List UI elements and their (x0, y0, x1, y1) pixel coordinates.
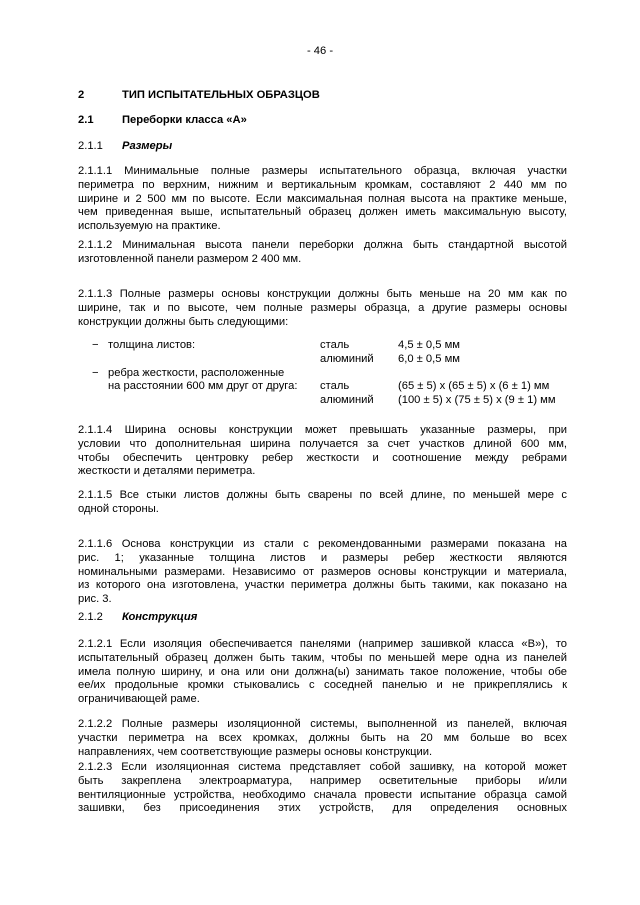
paragraph-line: 2.1.2.1 Если изоляция обеспечивается панелями (например зашивкой класса «В»), то (78, 638, 567, 650)
list-item (78, 380, 567, 394)
list-item (78, 353, 567, 367)
paragraph-line: 2.1.1.5 Все стыки листов должны быть сварены по всей длине, по меньшей мере с (78, 489, 567, 501)
value: (100 ± 5) x (75 ± 5) x (9 ± 1) мм (398, 394, 556, 407)
paragraph-line: вентиляционные устройства, необходимо сначала провести испытание образца самой (78, 788, 567, 801)
heading-number: 2.1.1 (78, 140, 103, 152)
heading-section-2-1-1 (78, 140, 567, 154)
paragraph-2-1-1-5 (78, 489, 567, 517)
heading-title: Размеры (122, 140, 173, 152)
paragraph-line: рис. 3. (78, 593, 112, 606)
heading-number: 2 (78, 89, 85, 101)
paragraph-line: 2.1.1.1 Минимальные полные размеры испытательного образца, включая участки (78, 165, 567, 177)
paragraph-line: одной стороны. (78, 502, 159, 515)
paragraph-line: используемую на практике. (78, 220, 221, 233)
heading-title: Конструкция (122, 611, 198, 623)
heading-title: ТИП ИСПЫТАТЕЛЬНЫХ ОБРАЗЦОВ (122, 89, 320, 101)
paragraph-line: изготовленной панели размером 2 400 мм. (78, 252, 302, 265)
paragraph-line: периметра по верхним, нижним и вертикальным кромкам, составляют 2 440 мм по (78, 178, 567, 191)
paragraph-2-1-2-3 (78, 761, 567, 816)
heading-number: 2.1.2 (78, 611, 103, 623)
paragraph-2-1-1-1 (78, 165, 567, 234)
paragraph-2-1-1-3 (78, 288, 567, 329)
paragraph-line: чем приведенная выше, испытательный образец должен иметь максимальную высоту, (78, 206, 567, 219)
item-label: на расстоянии 600 мм друг от друга: (108, 380, 298, 393)
paragraph-line: 2.1.1.4 Ширина основы конструкции может превышать указанные размеры, при (78, 424, 567, 436)
paragraph-line: 2.1.2.3 Если изоляционная система представляет собой зашивку, на которой может (78, 761, 567, 773)
list-item (78, 339, 567, 353)
paragraph-line: быть закреплена электроарматура, например осветительные приборы и/или (78, 774, 567, 787)
paragraph-line: ширине, так и по высоте, чем полные размеры образца, а другие размеры основы (78, 301, 567, 314)
paragraph-2-1-1-2 (78, 239, 567, 267)
list-item (78, 394, 567, 408)
paragraph-line: участки периметра на всех кромках, должны быть на 20 мм больше во всех (78, 731, 567, 744)
value: (65 ± 5) x (65 ± 5) x (6 ± 1) мм (398, 380, 550, 393)
value: 6,0 ± 0,5 мм (398, 352, 460, 365)
item-label: ребра жесткости, расположенные (108, 366, 285, 379)
paragraph-line: 2.1.1.3 Полные размеры основы конструкции должны быть меньше на 20 мм как по (78, 288, 567, 300)
heading-title: Переборки класса «А» (122, 114, 247, 126)
heading-section-2-1 (78, 114, 567, 128)
paragraph-line: условии что дополнительная ширина получается за счет участков длиной 600 мм, (78, 437, 567, 450)
paragraph-line: направлениях, чем соответствующие размеры основы конструкции. (78, 745, 433, 758)
dimensions-list (78, 339, 567, 408)
paragraph-line: имела полную ширину, и она или они должна(ы) занимать такое положение, чтобы обе (78, 665, 567, 678)
paragraph-line: рис. 1; указанные толщина листов и размеры ребер жесткости являются (78, 551, 567, 564)
paragraph-2-1-2-2 (78, 718, 567, 759)
paragraph-2-1-1-6 (78, 538, 567, 607)
paragraph-line: жесткости и деталями периметра. (78, 465, 256, 478)
paragraph-2-1-1-4 (78, 424, 567, 479)
material: алюминий (320, 352, 374, 365)
dash: − (92, 366, 99, 379)
paragraph-line: ширине и 2 500 мм по высоте. Если максимальная полная высота на практике меньше, (78, 192, 567, 205)
paragraph-line: чтобы обеспечить центровку ребер жесткости и соотношение между ребрами (78, 451, 567, 464)
paragraph-line: ограничивающей раме. (78, 693, 200, 706)
list-item (78, 367, 567, 381)
paragraph-line: зашивки, без присоединения этих устройств, для определения основных (78, 802, 567, 815)
material: сталь (320, 380, 350, 393)
item-label: толщина листов: (108, 339, 196, 351)
paragraph-line: 2.1.1.6 Основа конструкции из стали с рекомендованными размерами показана на (78, 538, 567, 550)
heading-section-2 (78, 89, 567, 103)
paragraph-line: ее/их продольные кромки стыковались с соседней панелью и не прикреплялись к (78, 679, 567, 692)
page-number: - 46 - (306, 45, 334, 57)
paragraph-line: 2.1.2.2 Полные размеры изоляционной системы, выполненной из панелей, включая (78, 718, 567, 730)
paragraph-line: номинальными размерами. Независимо от размеров основы конструкции и материала, (78, 565, 567, 578)
paragraph-line: испытательный образец должен быть таким, чтобы по меньшей мере одна из панелей (78, 651, 567, 664)
dash: − (92, 339, 99, 351)
heading-number: 2.1 (78, 114, 94, 126)
material: сталь (320, 339, 350, 351)
heading-section-2-1-2 (78, 611, 567, 625)
paragraph-line: конструкции должны быть следующими: (78, 315, 289, 328)
material: алюминий (320, 394, 374, 407)
paragraph-line: из которого она изготовлена, участки периметра должны быть такими, как показано на (78, 579, 567, 592)
paragraph-2-1-2-1 (78, 638, 567, 707)
paragraph-line: 2.1.1.2 Минимальная высота панели переборки должна быть стандартной высотой (78, 239, 567, 251)
value: 4,5 ± 0,5 мм (398, 339, 460, 351)
